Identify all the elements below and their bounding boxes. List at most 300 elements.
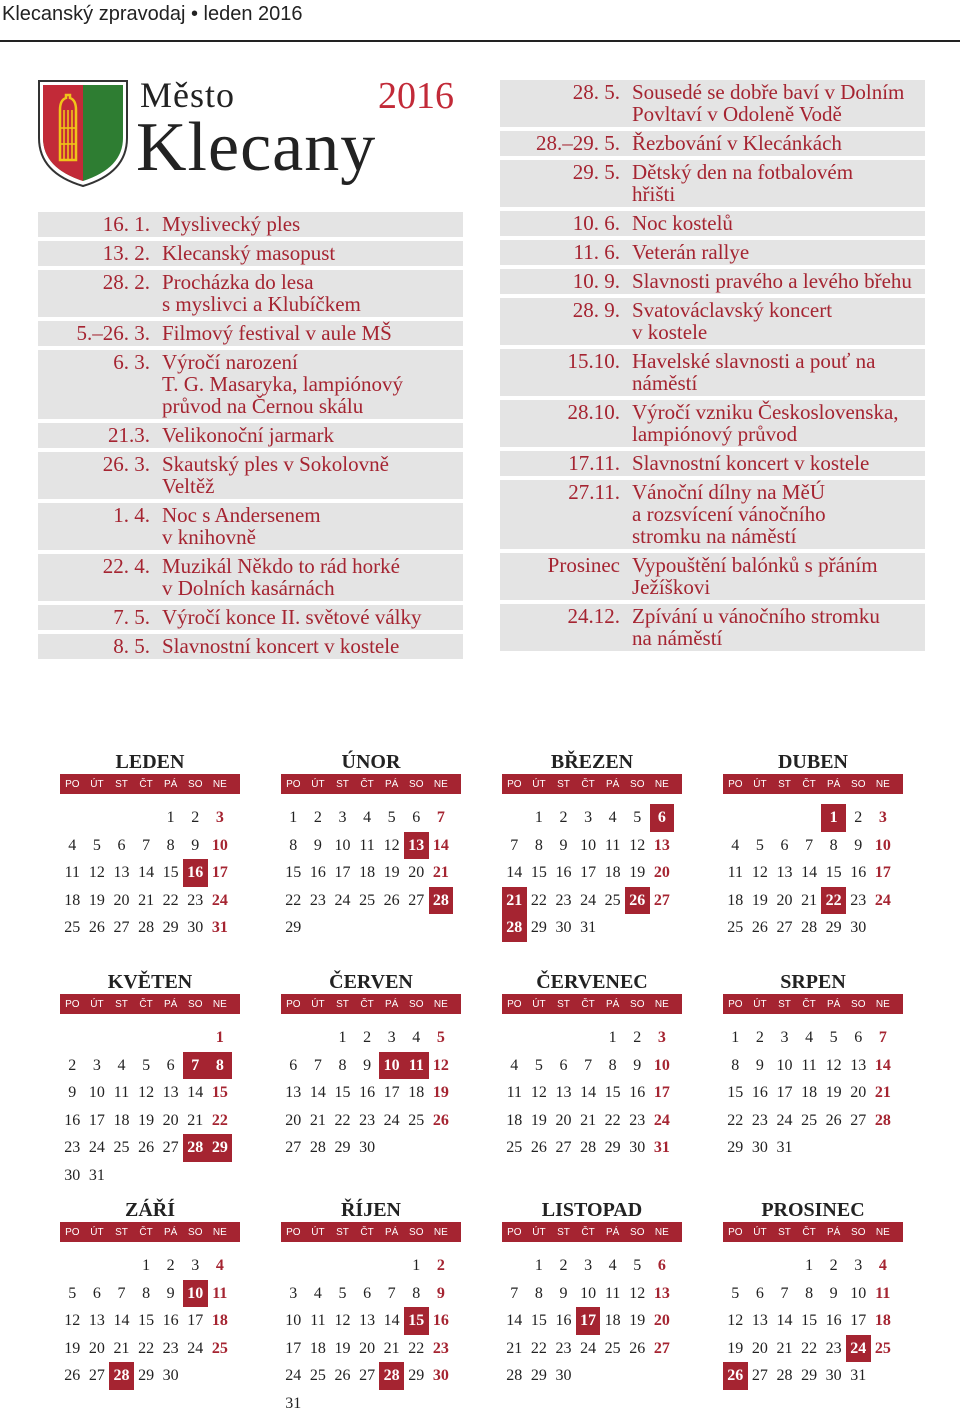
day-cell: 28 <box>109 1362 134 1390</box>
day-cell: 21 <box>429 859 454 887</box>
day-cell: 23 <box>821 1335 846 1363</box>
empty-cell <box>134 1024 159 1052</box>
day-cell: 3 <box>208 804 233 832</box>
events-list-right <box>500 80 925 655</box>
day-cell: 16 <box>355 1079 380 1107</box>
day-cell: 7 <box>183 1052 208 1080</box>
empty-cell <box>797 804 822 832</box>
day-cell: 19 <box>625 1307 650 1335</box>
event-date: 17.11. <box>500 452 632 474</box>
day-cell: 12 <box>625 1280 650 1308</box>
day-cell: 4 <box>306 1280 331 1308</box>
weekday-header <box>60 1222 240 1242</box>
day-cell: 22 <box>821 887 846 915</box>
day-cell: 8 <box>158 832 183 860</box>
event-row <box>38 350 463 419</box>
day-cell: 27 <box>551 1134 576 1162</box>
event-row <box>500 131 925 156</box>
event-title: Dětský den na fotbalovém hřišti <box>632 161 925 205</box>
day-cell: 15 <box>600 1079 625 1107</box>
day-cell: 19 <box>134 1107 159 1135</box>
weekday-label: SO <box>846 999 871 1010</box>
weekday-label: ST <box>551 999 576 1010</box>
month-name: ÚNOR <box>281 750 461 774</box>
day-cell: 18 <box>355 859 380 887</box>
day-cell: 17 <box>85 1107 110 1135</box>
day-cell: 18 <box>306 1335 331 1363</box>
weekday-header <box>502 994 682 1014</box>
day-cell: 18 <box>723 887 748 915</box>
day-cell: 24 <box>846 1335 871 1363</box>
weekday-label: ČT <box>355 1227 380 1238</box>
day-cell: 6 <box>109 832 134 860</box>
event-date: 10. 9. <box>500 270 632 292</box>
day-cell: 10 <box>846 1280 871 1308</box>
day-cell: 20 <box>748 1335 773 1363</box>
month-calendar <box>723 1198 903 1390</box>
event-date: 13. 2. <box>38 242 162 264</box>
day-grid <box>60 1252 240 1390</box>
month-name: ZÁŘÍ <box>60 1198 240 1222</box>
event-title: Myslivecký ples <box>162 213 463 235</box>
day-cell: 31 <box>576 914 601 942</box>
day-grid <box>281 1252 461 1417</box>
weekday-label: ČT <box>355 999 380 1010</box>
month-calendar <box>502 970 682 1162</box>
day-cell: 5 <box>625 804 650 832</box>
event-date: 24.12. <box>500 605 632 649</box>
weekday-label: ČT <box>576 1227 601 1238</box>
day-cell: 14 <box>576 1079 601 1107</box>
empty-cell <box>723 804 748 832</box>
empty-cell <box>306 1024 331 1052</box>
day-cell: 31 <box>772 1134 797 1162</box>
day-cell: 22 <box>208 1107 233 1135</box>
weekday-header <box>60 994 240 1014</box>
day-cell: 22 <box>404 1335 429 1363</box>
day-cell: 21 <box>109 1335 134 1363</box>
weekday-label: ST <box>772 1227 797 1238</box>
day-cell: 31 <box>208 914 233 942</box>
event-row <box>38 634 463 659</box>
empty-cell <box>134 804 159 832</box>
event-title: Výročí konce II. světové války <box>162 606 463 628</box>
day-cell: 27 <box>846 1107 871 1135</box>
day-grid <box>281 804 461 942</box>
weekday-header <box>723 1222 903 1242</box>
day-cell: 15 <box>281 859 306 887</box>
weekday-label: PO <box>281 999 306 1010</box>
weekday-label: ČT <box>576 779 601 790</box>
day-cell: 18 <box>600 859 625 887</box>
day-cell: 29 <box>281 914 306 942</box>
weekday-label: PO <box>60 779 85 790</box>
empty-cell <box>281 1252 306 1280</box>
day-cell: 27 <box>281 1134 306 1162</box>
day-cell: 26 <box>330 1362 355 1390</box>
day-cell: 17 <box>183 1307 208 1335</box>
day-cell: 21 <box>306 1107 331 1135</box>
weekday-label: PÁ <box>379 779 404 790</box>
day-cell: 1 <box>797 1252 822 1280</box>
empty-cell <box>281 1024 306 1052</box>
weekday-label: PO <box>502 1227 527 1238</box>
day-cell: 23 <box>306 887 331 915</box>
day-cell: 15 <box>527 859 552 887</box>
weekday-label: ÚT <box>306 1227 331 1238</box>
day-cell: 8 <box>134 1280 159 1308</box>
day-cell: 24 <box>208 887 233 915</box>
day-cell: 2 <box>355 1024 380 1052</box>
day-cell: 5 <box>85 832 110 860</box>
day-cell: 9 <box>306 832 331 860</box>
day-cell: 11 <box>404 1052 429 1080</box>
day-cell: 20 <box>85 1335 110 1363</box>
day-cell: 28 <box>576 1134 601 1162</box>
event-title: Noc s Andersenem v knihovně <box>162 504 463 548</box>
day-cell: 21 <box>502 1335 527 1363</box>
day-cell: 26 <box>748 914 773 942</box>
day-cell: 17 <box>576 859 601 887</box>
day-cell: 10 <box>330 832 355 860</box>
day-cell: 16 <box>551 1307 576 1335</box>
weekday-header <box>281 1222 461 1242</box>
day-cell: 2 <box>748 1024 773 1052</box>
day-cell: 21 <box>871 1079 896 1107</box>
day-cell: 27 <box>404 887 429 915</box>
event-title: Skautský ples v Sokolovně Veltěž <box>162 453 463 497</box>
weekday-label: PO <box>723 779 748 790</box>
day-cell: 31 <box>281 1390 306 1417</box>
weekday-label: SO <box>183 779 208 790</box>
day-cell: 11 <box>600 1280 625 1308</box>
weekday-label: PÁ <box>379 999 404 1010</box>
day-cell: 7 <box>109 1280 134 1308</box>
event-date: 28. 5. <box>500 81 632 125</box>
event-title: Klecanský masopust <box>162 242 463 264</box>
event-title: Procházka do lesa s myslivci a Klubíčkem <box>162 271 463 315</box>
day-cell: 30 <box>355 1134 380 1162</box>
day-cell: 13 <box>355 1307 380 1335</box>
weekday-label: ST <box>772 779 797 790</box>
day-cell: 16 <box>846 859 871 887</box>
day-cell: 21 <box>134 887 159 915</box>
day-cell: 3 <box>576 804 601 832</box>
month-name: LISTOPAD <box>502 1198 682 1222</box>
month-name: LEDEN <box>60 750 240 774</box>
day-cell: 7 <box>871 1024 896 1052</box>
weekday-label: NE <box>871 779 896 790</box>
empty-cell <box>772 1252 797 1280</box>
day-cell: 13 <box>281 1079 306 1107</box>
day-cell: 13 <box>158 1079 183 1107</box>
weekday-label: PO <box>723 999 748 1010</box>
weekday-label: ST <box>330 999 355 1010</box>
day-cell: 4 <box>355 804 380 832</box>
day-cell: 11 <box>797 1052 822 1080</box>
day-cell: 21 <box>379 1335 404 1363</box>
event-date: 26. 3. <box>38 453 162 497</box>
day-cell: 27 <box>355 1362 380 1390</box>
day-cell: 25 <box>502 1134 527 1162</box>
day-cell: 27 <box>158 1134 183 1162</box>
page-header <box>0 0 960 40</box>
event-row <box>500 349 925 396</box>
day-cell: 11 <box>208 1280 233 1308</box>
weekday-label: ÚT <box>85 779 110 790</box>
weekday-label: ST <box>109 999 134 1010</box>
day-cell: 11 <box>723 859 748 887</box>
event-row <box>38 321 463 346</box>
day-cell: 7 <box>134 832 159 860</box>
day-cell: 29 <box>600 1134 625 1162</box>
day-cell: 25 <box>871 1335 896 1363</box>
day-cell: 7 <box>502 1280 527 1308</box>
day-cell: 24 <box>650 1107 675 1135</box>
weekday-label: NE <box>208 999 233 1010</box>
event-date: 11. 6. <box>500 241 632 263</box>
day-cell: 13 <box>748 1307 773 1335</box>
empty-cell <box>85 804 110 832</box>
day-grid <box>502 1024 682 1162</box>
event-row <box>500 80 925 127</box>
event-title: Slavnosti pravého a levého břehu <box>632 270 925 292</box>
empty-cell <box>502 1024 527 1052</box>
day-cell: 28 <box>797 914 822 942</box>
event-row <box>38 212 463 237</box>
event-title: Noc kostelů <box>632 212 925 234</box>
day-cell: 23 <box>551 1335 576 1363</box>
day-cell: 18 <box>60 887 85 915</box>
day-cell: 3 <box>183 1252 208 1280</box>
day-cell: 6 <box>158 1052 183 1080</box>
day-grid <box>723 1024 903 1162</box>
day-cell: 18 <box>871 1307 896 1335</box>
day-cell: 3 <box>330 804 355 832</box>
day-cell: 7 <box>772 1280 797 1308</box>
day-cell: 20 <box>650 1307 675 1335</box>
day-cell: 19 <box>429 1079 454 1107</box>
day-cell: 23 <box>183 887 208 915</box>
event-row <box>500 160 925 207</box>
day-cell: 24 <box>576 1335 601 1363</box>
day-cell: 25 <box>600 1335 625 1363</box>
weekday-label: PO <box>281 1227 306 1238</box>
weekday-label: NE <box>650 779 675 790</box>
day-cell: 2 <box>551 1252 576 1280</box>
empty-cell <box>183 1024 208 1052</box>
day-cell: 1 <box>600 1024 625 1052</box>
weekday-label: ČT <box>576 999 601 1010</box>
event-title: Filmový festival v aule MŠ <box>162 322 463 344</box>
event-row <box>38 241 463 266</box>
day-cell: 1 <box>158 804 183 832</box>
month-calendar <box>60 970 240 1189</box>
day-cell: 4 <box>109 1052 134 1080</box>
day-cell: 29 <box>797 1362 822 1390</box>
day-cell: 20 <box>846 1079 871 1107</box>
weekday-label: PO <box>60 999 85 1010</box>
day-cell: 12 <box>625 832 650 860</box>
event-date: 8. 5. <box>38 635 162 657</box>
day-cell: 6 <box>846 1024 871 1052</box>
day-cell: 4 <box>871 1252 896 1280</box>
day-cell: 23 <box>429 1335 454 1363</box>
day-cell: 8 <box>797 1280 822 1308</box>
day-cell: 29 <box>134 1362 159 1390</box>
day-cell: 30 <box>846 914 871 942</box>
day-cell: 9 <box>846 832 871 860</box>
empty-cell <box>576 1024 601 1052</box>
day-cell: 20 <box>158 1107 183 1135</box>
day-cell: 27 <box>748 1362 773 1390</box>
day-cell: 16 <box>821 1307 846 1335</box>
weekday-label: PÁ <box>158 1227 183 1238</box>
day-cell: 21 <box>502 887 527 915</box>
day-cell: 23 <box>748 1107 773 1135</box>
event-date: Prosinec <box>500 554 632 598</box>
weekday-label: SO <box>404 999 429 1010</box>
day-cell: 9 <box>551 832 576 860</box>
day-cell: 24 <box>85 1134 110 1162</box>
day-cell: 5 <box>429 1024 454 1052</box>
day-cell: 28 <box>134 914 159 942</box>
day-cell: 16 <box>306 859 331 887</box>
weekday-label: PO <box>60 1227 85 1238</box>
day-cell: 22 <box>723 1107 748 1135</box>
weekday-label: SO <box>846 779 871 790</box>
day-cell: 1 <box>404 1252 429 1280</box>
day-cell: 9 <box>551 1280 576 1308</box>
day-cell: 14 <box>772 1307 797 1335</box>
day-cell: 5 <box>527 1052 552 1080</box>
day-cell: 12 <box>748 859 773 887</box>
weekday-header <box>502 774 682 794</box>
day-cell: 2 <box>551 804 576 832</box>
day-cell: 2 <box>429 1252 454 1280</box>
event-title: Zpívání u vánočního stromku na náměstí <box>632 605 925 649</box>
day-cell: 31 <box>85 1162 110 1190</box>
weekday-label: ÚT <box>85 999 110 1010</box>
day-cell: 10 <box>650 1052 675 1080</box>
day-cell: 13 <box>551 1079 576 1107</box>
day-cell: 25 <box>723 914 748 942</box>
weekday-label: ST <box>109 779 134 790</box>
day-cell: 24 <box>772 1107 797 1135</box>
weekday-label: ÚT <box>306 999 331 1010</box>
day-cell: 28 <box>429 887 454 915</box>
day-cell: 26 <box>429 1107 454 1135</box>
weekday-label: SO <box>183 999 208 1010</box>
day-cell: 17 <box>650 1079 675 1107</box>
day-cell: 18 <box>404 1079 429 1107</box>
day-cell: 1 <box>527 804 552 832</box>
weekday-label: SO <box>625 779 650 790</box>
day-cell: 4 <box>502 1052 527 1080</box>
weekday-label: ST <box>551 779 576 790</box>
day-cell: 19 <box>330 1335 355 1363</box>
empty-cell <box>60 804 85 832</box>
day-cell: 1 <box>134 1252 159 1280</box>
event-row <box>500 211 925 236</box>
day-cell: 6 <box>772 832 797 860</box>
empty-cell <box>85 1024 110 1052</box>
month-name: ČERVEN <box>281 970 461 994</box>
event-date: 28.–29. 5. <box>500 132 632 154</box>
day-cell: 23 <box>846 887 871 915</box>
day-cell: 14 <box>429 832 454 860</box>
day-cell: 29 <box>723 1134 748 1162</box>
day-cell: 21 <box>183 1107 208 1135</box>
day-cell: 3 <box>85 1052 110 1080</box>
day-cell: 10 <box>772 1052 797 1080</box>
empty-cell <box>527 1024 552 1052</box>
day-cell: 13 <box>772 859 797 887</box>
brand-klecany: Klecany <box>136 108 376 188</box>
day-cell: 27 <box>109 914 134 942</box>
empty-cell <box>60 1024 85 1052</box>
day-cell: 16 <box>60 1107 85 1135</box>
day-cell: 6 <box>650 804 675 832</box>
day-cell: 28 <box>502 914 527 942</box>
day-cell: 18 <box>208 1307 233 1335</box>
day-cell: 10 <box>871 832 896 860</box>
day-cell: 1 <box>281 804 306 832</box>
day-cell: 24 <box>183 1335 208 1363</box>
day-cell: 29 <box>527 1362 552 1390</box>
day-cell: 14 <box>134 859 159 887</box>
weekday-label: SO <box>404 779 429 790</box>
weekday-label: PO <box>502 999 527 1010</box>
day-cell: 15 <box>797 1307 822 1335</box>
day-cell: 29 <box>330 1134 355 1162</box>
month-calendar <box>281 1198 461 1417</box>
day-cell: 28 <box>379 1362 404 1390</box>
day-cell: 28 <box>306 1134 331 1162</box>
event-row <box>38 605 463 630</box>
day-cell: 26 <box>625 887 650 915</box>
day-cell: 13 <box>85 1307 110 1335</box>
weekday-label: PÁ <box>379 1227 404 1238</box>
day-cell: 1 <box>821 804 846 832</box>
empty-cell <box>306 1252 331 1280</box>
weekday-label: ČT <box>134 999 159 1010</box>
day-cell: 3 <box>772 1024 797 1052</box>
day-cell: 25 <box>60 914 85 942</box>
day-cell: 28 <box>871 1107 896 1135</box>
day-cell: 4 <box>600 1252 625 1280</box>
day-cell: 26 <box>134 1134 159 1162</box>
day-cell: 1 <box>527 1252 552 1280</box>
day-cell: 4 <box>600 804 625 832</box>
day-cell: 10 <box>281 1307 306 1335</box>
weekday-header <box>723 994 903 1014</box>
weekday-label: PÁ <box>158 779 183 790</box>
day-cell: 15 <box>158 859 183 887</box>
day-cell: 17 <box>330 859 355 887</box>
day-cell: 27 <box>772 914 797 942</box>
day-cell: 26 <box>723 1362 748 1390</box>
day-cell: 29 <box>527 914 552 942</box>
day-cell: 6 <box>85 1280 110 1308</box>
day-cell: 22 <box>281 887 306 915</box>
day-cell: 11 <box>502 1079 527 1107</box>
weekday-label: PÁ <box>158 999 183 1010</box>
day-cell: 19 <box>85 887 110 915</box>
day-cell: 21 <box>772 1335 797 1363</box>
day-cell: 24 <box>330 887 355 915</box>
day-cell: 17 <box>772 1079 797 1107</box>
